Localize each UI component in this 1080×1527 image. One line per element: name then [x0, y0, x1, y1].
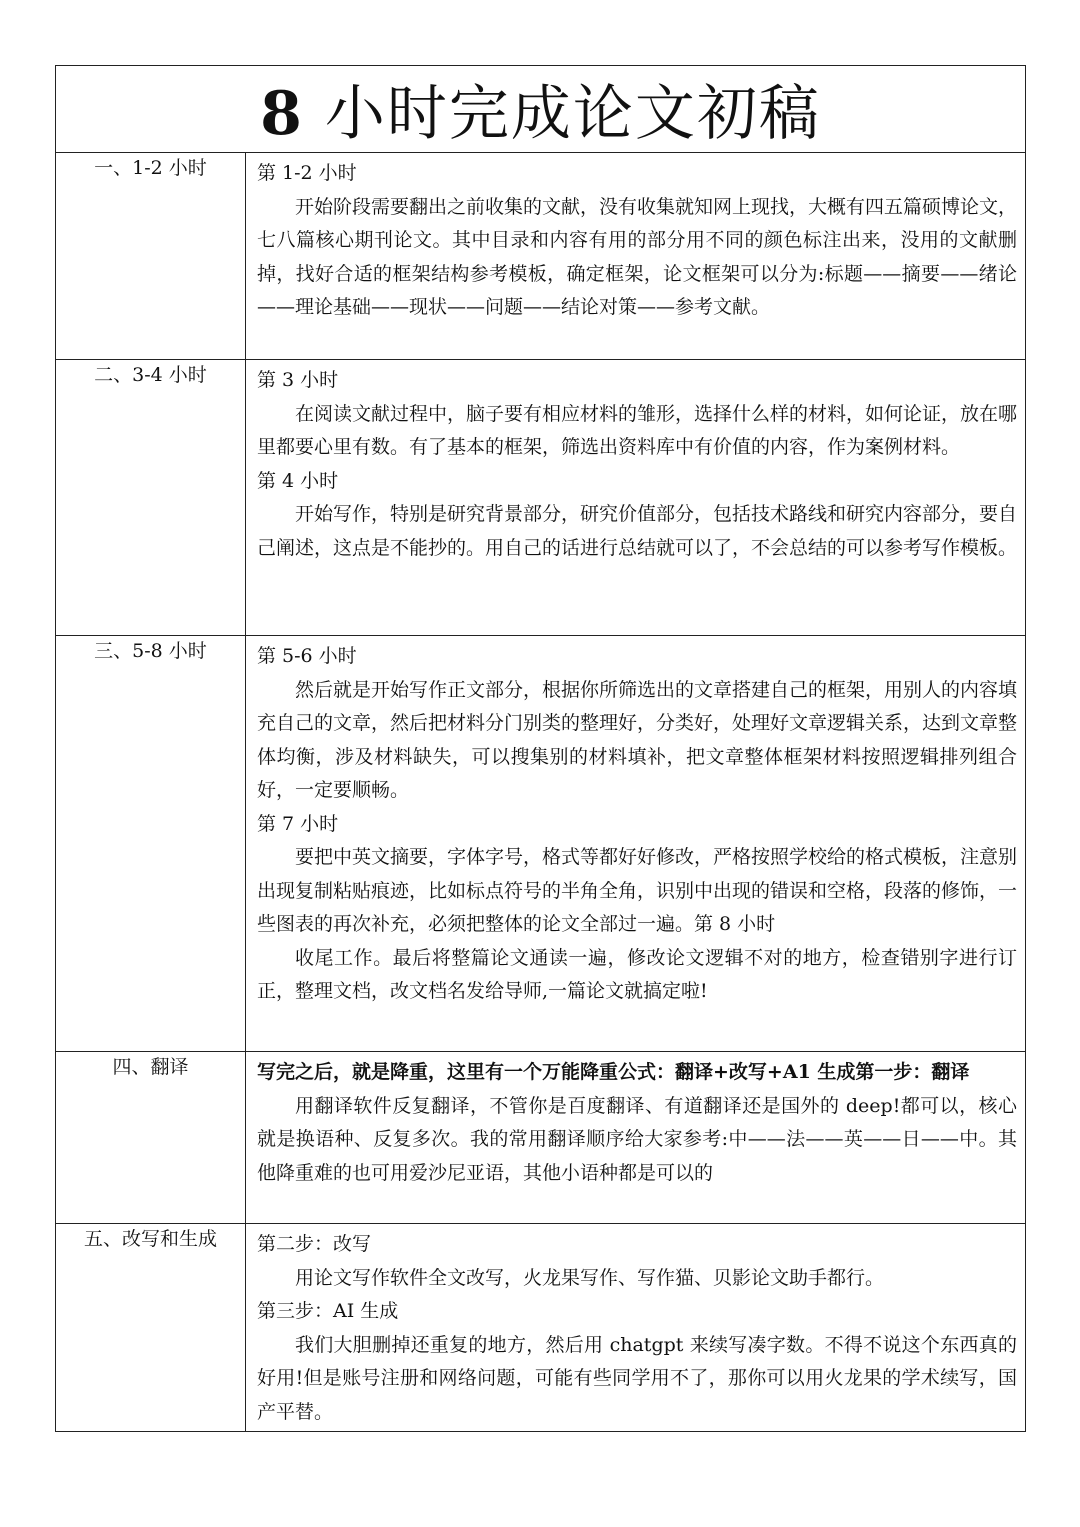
- title-number: 8: [260, 79, 304, 149]
- row-label: 三、5-8 小时: [56, 636, 246, 1052]
- document-table: [55, 65, 1026, 1432]
- paragraph: 要把中英文摘要，字体字号，格式等都好好修改，严格按照学校给的格式模板，注意别出现复制粘贴痕迹，比如标点符号的半角全角，识别中出现的错误和空格，段落的修饰，一些图表的再次补充，必须把整体的论文全部过一遍。第 8 小时: [257, 846, 1018, 935]
- section-heading: 第 4 小时: [257, 469, 339, 492]
- paragraph: 我们大胆删掉还重复的地方，然后用 chatgpt 来续写凑字数。不得不说这个东西真的好用!但是账号注册和网络问题，可能有些同学用不了，那你可以用火龙果的学术续写，国产平替。: [257, 1333, 1018, 1423]
- section-heading: 第 5-6 小时: [257, 645, 357, 667]
- row-content: [246, 1052, 1026, 1224]
- section-heading: 第 3 小时: [257, 369, 339, 391]
- table-row: [56, 1052, 1026, 1224]
- table-row: [56, 153, 1026, 360]
- section-heading: 第 7 小时: [257, 812, 339, 835]
- row-content: [246, 360, 1026, 636]
- paragraph: 在阅读文献过程中，脑子要有相应材料的雏形，选择什么样的材料，如何论证，放在哪里都要心里有数。有了基本的框架，筛选出资料库中有价值的内容，作为案例材料。: [257, 402, 1018, 458]
- section-heading: 写完之后，就是降重，这里有一个万能降重公式：翻译+改写+A1 生成第一步：翻译: [257, 1061, 970, 1083]
- row-label: 一、1-2 小时: [56, 153, 246, 360]
- table-row: [56, 1224, 1026, 1432]
- section-heading: 第三步：AI 生成: [257, 1300, 399, 1322]
- paragraph: 开始阶段需要翻出之前收集的文献，没有收集就知网上现找，大概有四五篇硕博论文，七八篇核心期刊论文。其中目录和内容有用的部分用不同的颜色标注出来，没用的文献删掉，找好合适的框架结构参考模板，确定框架，论文框架可以分为:标题——摘要——绪论——理论基础——现状——问题——结论对策——参考文献。: [257, 195, 1018, 318]
- table-row: [56, 636, 1026, 1052]
- paragraph: 开始写作，特别是研究背景部分，研究价值部分，包括技术路线和研究内容部分，要自己阐述，这点是不能抄的。用自己的话进行总结就可以了，不会总结的可以参考写作模板。: [257, 503, 1018, 559]
- paragraph: 然后就是开始写作正文部分，根据你所筛选出的文章搭建自己的框架，用别人的内容填充自己的文章，然后把材料分门别类的整理好，分类好，处理好文章逻辑关系，达到文章整体均衡，涉及材料缺失，可以搜集别的材料填补，把文章整体框架材料按照逻辑排列组合好，一定要顺畅。: [257, 678, 1018, 801]
- title-text: 小时完成论文初稿: [324, 79, 821, 149]
- row-label: 五、改写和生成: [56, 1224, 246, 1432]
- row-content: [246, 153, 1026, 360]
- title-row: [56, 66, 1026, 153]
- paragraph: 收尾工作。最后将整篇论文通读一遍，修改论文逻辑不对的地方，检查错别字进行订正，整理文档，改文档名发给导师,一篇论文就搞定啦!: [257, 946, 1018, 1002]
- row-label: 二、3-4 小时: [56, 360, 246, 636]
- page-title: [56, 66, 1026, 153]
- row-content: [246, 1224, 1026, 1432]
- paragraph: 用翻译软件反复翻译，不管你是百度翻译、有道翻译还是国外的 deep!都可以，核心就是换语种、反复多次。我的常用翻译顺序给大家参考:中——法——英——日——中。其他降重难的也可用爱沙尼亚语，其他小语种都是可以的: [257, 1094, 1018, 1184]
- row-label: 四、翻译: [56, 1052, 246, 1224]
- paragraph: 用论文写作软件全文改写，火龙果写作、写作猫、贝影论文助手都行。: [295, 1266, 885, 1289]
- section-heading: 第二步：改写: [257, 1233, 372, 1255]
- table-row: [56, 360, 1026, 636]
- section-heading: 第 1-2 小时: [257, 162, 357, 184]
- row-content: [246, 636, 1026, 1052]
